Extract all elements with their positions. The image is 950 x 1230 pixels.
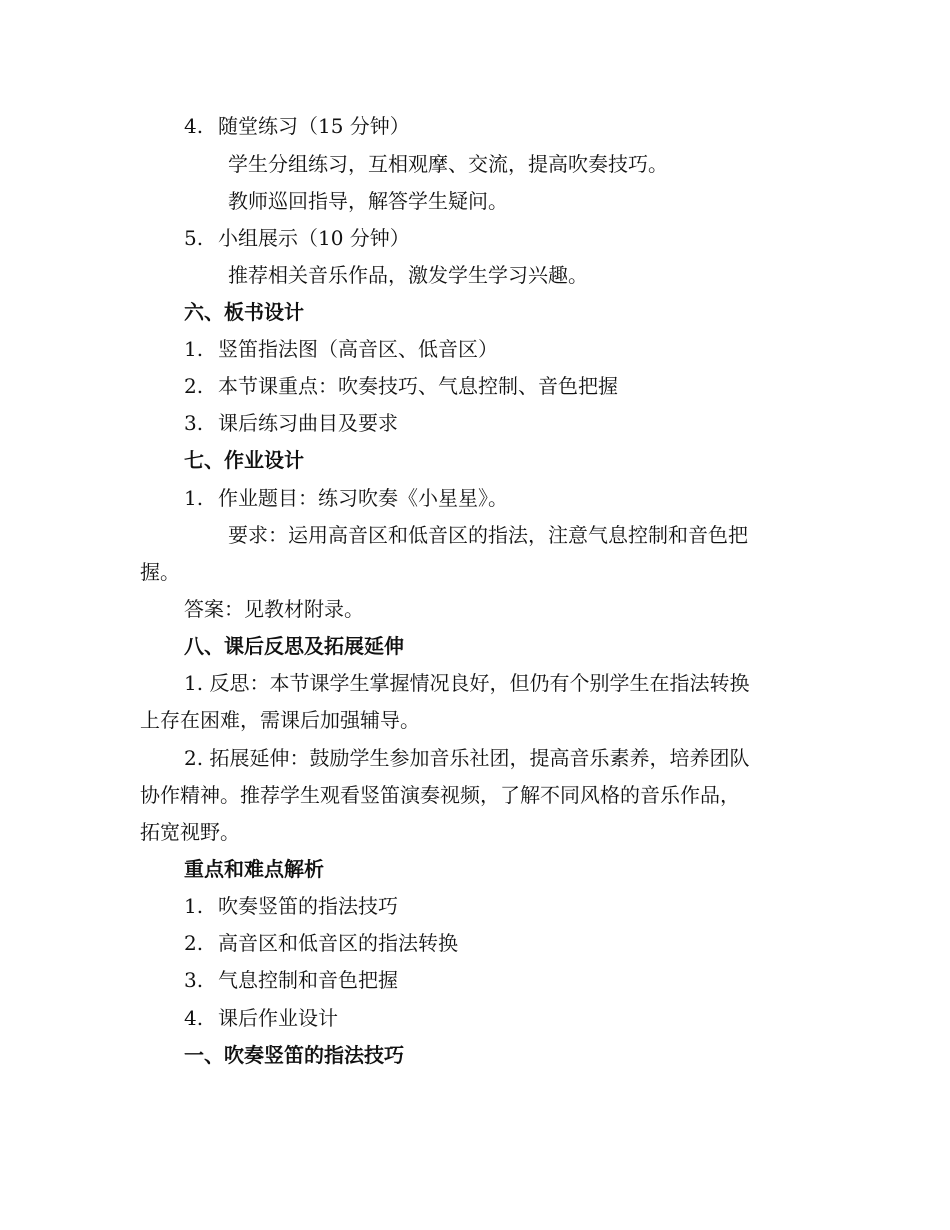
list-item [184,929,458,957]
list-item [184,372,618,400]
list-text: 高音区和低音区的指法转换 [218,931,458,955]
paragraph: 协作精神。推荐学生观看竖笛演奏视频，了解不同风格的音乐作品， [140,783,740,807]
list-number: 1. [184,486,204,510]
list-item [184,484,508,512]
list-number: 5. [184,226,204,250]
list-item [184,224,410,252]
list-text: 课后作业设计 [218,1006,338,1030]
list-text: 本节课重点：吹奏技巧、气息控制、音色把握 [218,374,618,398]
list-text: 课后练习曲目及要求 [218,411,398,435]
list-text: 吹奏竖笛的指法技巧 [218,894,398,918]
paragraph: 拓宽视野。 [140,820,240,844]
list-item [184,1004,338,1032]
paragraph: 要求：运用高音区和低音区的指法，注意气息控制和音色把 [228,523,748,547]
paragraph: 教师巡回指导，解答学生疑问。 [228,189,508,213]
list-number: 1. [184,337,204,361]
paragraph: 上存在困难，需课后加强辅导。 [140,708,420,732]
list-number: 4. [184,1006,204,1030]
list-item [184,966,398,994]
list-number: 3. [184,968,204,992]
section-heading: 八、课后反思及拓展延伸 [184,634,404,658]
paragraph: 1. 反思：本节课学生掌握情况良好，但仍有个别学生在指法转换 [184,671,750,695]
list-number: 2. [184,931,204,955]
section-heading: 六、板书设计 [184,300,304,324]
list-text: 小组展示（10 分钟） [218,226,410,250]
list-item [184,409,398,437]
list-number: 4. [184,114,204,138]
section-heading: 重点和难点解析 [184,857,324,881]
list-item [184,112,410,140]
paragraph: 2. 拓展延伸：鼓励学生参加音乐社团，提高音乐素养，培养团队 [184,746,750,770]
list-text: 气息控制和音色把握 [218,968,398,992]
paragraph: 答案：见教材附录。 [184,597,364,621]
list-item [184,892,398,920]
list-text: 竖笛指法图（高音区、低音区） [218,337,498,361]
list-number: 3. [184,411,204,435]
list-text: 作业题目：练习吹奏《小星星》。 [218,486,508,510]
list-number: 2. [184,374,204,398]
section-heading: 一、吹奏竖笛的指法技巧 [184,1043,404,1067]
section-heading: 七、作业设计 [184,448,304,472]
list-number: 1. [184,894,204,918]
paragraph: 推荐相关音乐作品，激发学生学习兴趣。 [228,263,588,287]
list-item [184,335,498,363]
list-text: 随堂练习（15 分钟） [218,114,410,138]
paragraph: 握。 [140,560,180,584]
paragraph: 学生分组练习，互相观摩、交流，提高吹奏技巧。 [228,152,668,176]
